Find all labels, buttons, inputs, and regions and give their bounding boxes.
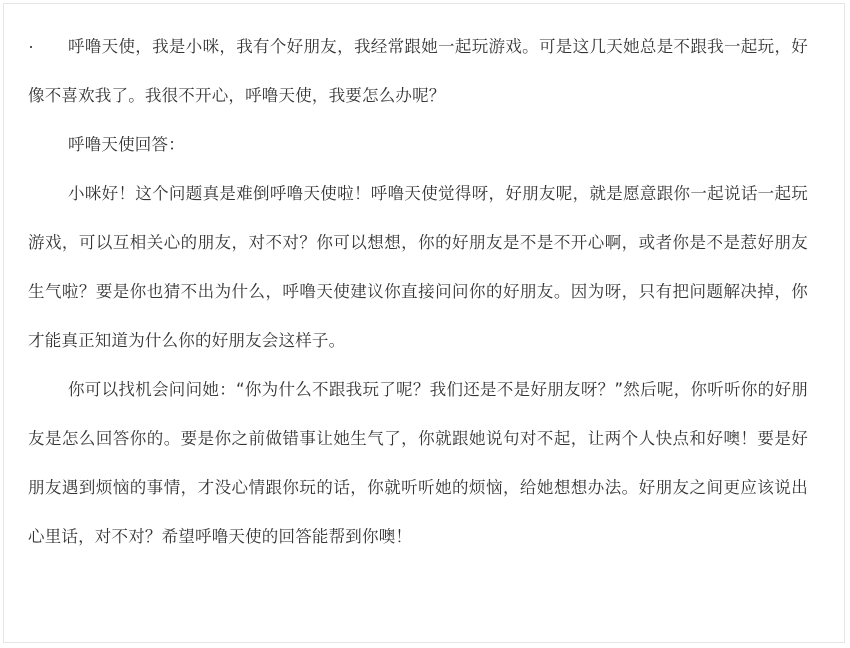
paragraph-question: 呼噜天使，我是小咪，我有个好朋友，我经常跟她一起玩游戏。可是这几天她总是不跟我一起玩，好像不喜欢我了。我很不开心，呼噜天使，我要怎么办呢？ xyxy=(28,37,808,105)
paragraph-answer-heading: 呼噜天使回答： xyxy=(68,135,185,154)
article-body xyxy=(28,22,808,561)
paragraph-answer-2: 你可以找机会问问她：“你为什么不跟我玩了呢？我们还是不是好朋友呀？”然后呢，你听听你的好朋友是怎么回答你的。要是你之前做错事让她生气了，你就跟她说句对不起，让两个人快点和好噢！要是好朋友遇到烦恼的事情，才没心情跟你玩的话，你就听听她的烦恼，给她想想办法。好朋友之间更应该说出心里话，对不对？希望呼噜天使的回答能帮到你噢！ xyxy=(28,380,808,546)
paragraph-answer-1: 小咪好！这个问题真是难倒呼噜天使啦！呼噜天使觉得呀，好朋友呢，就是愿意跟你一起说话一起玩游戏，可以互相关心的朋友，对不对？你可以想想，你的好朋友是不是不开心啊，或者你是不是惹好朋友生气啦？要是你也猜不出为什么，呼噜天使建议你直接问问你的好朋友。因为呀，只有把问题解决掉，你才能真正知道为什么你的好朋友会这样子。 xyxy=(28,184,808,350)
